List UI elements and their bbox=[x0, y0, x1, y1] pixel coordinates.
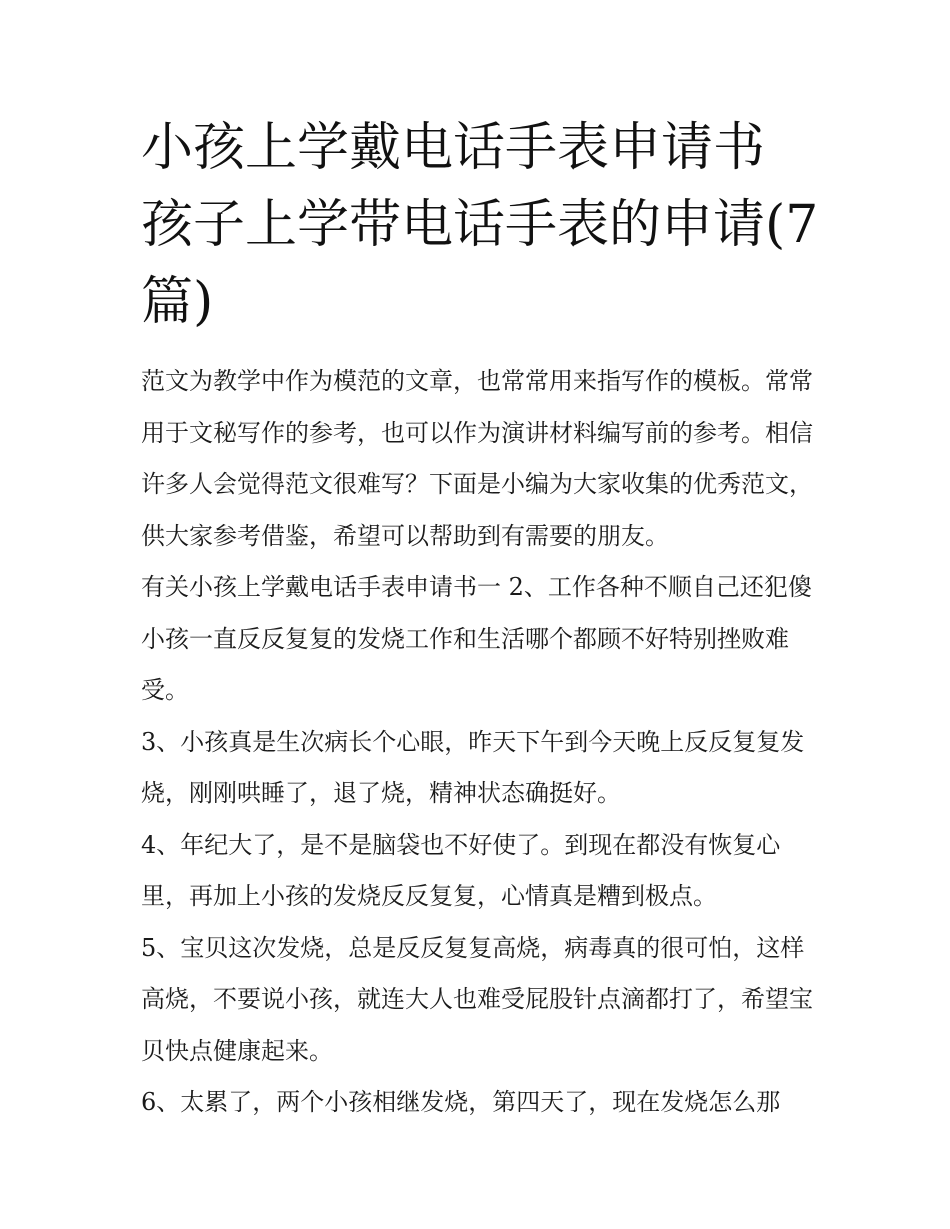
paragraph-intro: 范文为教学中作为模范的文章，也常常用来指写作的模板。常常用于文秘写作的参考，也可以作为演讲材料编写前的参考。相信许多人会觉得范文很难写？下面是小编为大家收集的优秀范文，供大家参考借鉴，希望可以帮助到有需要的朋友。 bbox=[141, 367, 813, 550]
document-body bbox=[141, 356, 821, 1129]
paragraph-item-3: 3、小孩真是生次病长个心眼，昨天下午到今天晚上反反复复发烧，刚刚哄睡了，退了烧，精神状态确挺好。 bbox=[141, 727, 805, 807]
paragraph-item-4: 4、年纪大了，是不是脑袋也不好使了。到现在都没有恢复心里，再加上小孩的发烧反反复复，心情真是糟到极点。 bbox=[141, 830, 781, 910]
paragraph-item-6: 6、太累了，两个小孩相继发烧，第四天了，现在发烧怎么那 bbox=[141, 1088, 781, 1116]
document-title: 小孩上学戴电话手表申请书 孩子上学带电话手表的申请(7篇) bbox=[141, 118, 819, 332]
paragraph-item-5: 5、宝贝这次发烧，总是反反复复高烧，病毒真的很可怕，这样高烧，不要说小孩，就连大人也难受屁股针点滴都打了，希望宝贝快点健康起来。 bbox=[141, 933, 813, 1065]
paragraph-item-1: 有关小孩上学戴电话手表申请书一 2、工作各种不顺自己还犯傻小孩一直反反复复的发烧工作和生活哪个都顾不好特别挫败难受。 bbox=[141, 573, 812, 704]
